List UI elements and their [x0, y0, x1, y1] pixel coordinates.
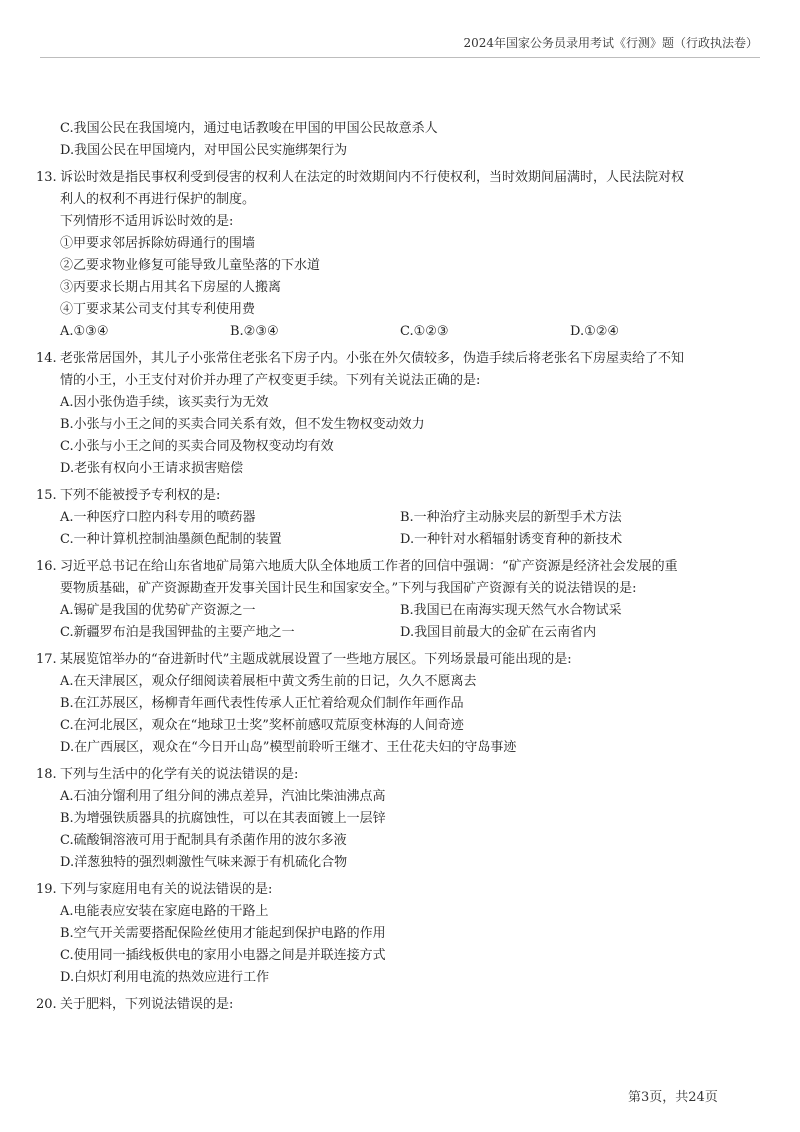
question-18 [36, 764, 766, 874]
question-number: 20. [36, 997, 57, 1012]
question-number: 14. [36, 351, 57, 366]
question-14 [36, 348, 766, 480]
question-13 [36, 167, 766, 343]
question-stem-line: 要物质基础，矿产资源勘查开发事关国计民生和国家安全。”下列与我国矿产资源有关的说法错误的是: [60, 581, 637, 596]
answer-options-row [36, 529, 766, 551]
question-stem-line: 利人的权利不再进行保护的制度。 [60, 192, 256, 207]
page-number: 第3页，共24页 [628, 1090, 718, 1105]
option-c: C.新疆罗布泊是我国钾盐的主要产地之一 [60, 625, 295, 640]
statement-item: ②乙要求物业修复可能导致儿童坠落的下水道 [60, 258, 321, 273]
option-d: D.洋葱独特的强烈刺激性气味来源于有机硫化合物 [60, 855, 348, 870]
answer-options-row [36, 507, 766, 529]
option-a: A.在天津展区，观众仔细阅读着展柜中黄文秀生前的日记，久久不愿离去 [60, 674, 477, 689]
question-number: 13. [36, 170, 57, 185]
statement-item: ①甲要求邻居拆除妨碍通行的围墙 [60, 236, 256, 251]
question-prompt: 下列情形不适用诉讼时效的是: [60, 214, 234, 229]
question-stem-line: 关于肥料，下列说法错误的是: [60, 997, 234, 1012]
question-17 [36, 649, 766, 759]
statement-item: ④丁要求某公司支付其专利使用费 [60, 302, 256, 317]
option-c: C.一种计算机控制油墨颜色配制的装置 [60, 532, 282, 547]
question-stem-line: 下列与生活中的化学有关的说法错误的是: [60, 767, 299, 782]
question-15 [36, 485, 766, 551]
option-d: D.白炽灯利用电流的热效应进行工作 [60, 970, 270, 985]
option-d: D.老张有权向小王请求损害赔偿 [60, 461, 244, 476]
option-d: D.我国目前最大的金矿在云南省内 [400, 625, 597, 640]
option-a: A.因小张伪造手续，该买卖行为无效 [60, 395, 269, 410]
question-number: 18. [36, 767, 57, 782]
question-16 [36, 556, 766, 644]
option-a: A.①③④ [60, 324, 109, 339]
answer-options [36, 321, 766, 343]
option-b: B.一种治疗主动脉夹层的新型手术方法 [400, 510, 622, 525]
option-a: A.电能表应安装在家庭电路的干路上 [60, 904, 269, 919]
option-b: B.小张与小王之间的买卖合同关系有效，但不发生物权变动效力 [60, 417, 425, 432]
header-divider [40, 57, 760, 58]
option-d: D.①②④ [570, 324, 620, 339]
question-number: 17. [36, 652, 57, 667]
option-b: B.在江苏展区，杨柳青年画代表性传承人正忙着给观众们制作年画作品 [60, 696, 464, 711]
question-stem-line: 诉讼时效是指民事权利受到侵害的权利人在法定的时效期间内不行使权利，当时效期间届满时，人民法院对权 [60, 170, 685, 185]
question-stem-line: 某展览馆举办的“奋进新时代”主题成就展设置了一些地方展区。下列场景最可能出现的是: [60, 652, 572, 667]
question-stem-line: 下列与家庭用电有关的说法错误的是: [60, 882, 273, 897]
question-stem-line: 下列不能被授予专利权的是: [60, 488, 221, 503]
option-b: B.空气开关需要搭配保险丝使用才能起到保护电路的作用 [60, 926, 386, 941]
option-c: C.我国公民在我国境内，通过电话教唆在甲国的甲国公民故意杀人 [60, 121, 438, 136]
option-c: C.小张与小王之间的买卖合同及物权变动均有效 [60, 439, 334, 454]
option-c: C.在河北展区，观众在“地球卫士奖”奖杯前感叹荒原变林海的人间奇迹 [60, 718, 464, 733]
page-header: 2024年国家公务员录用考试《行测》题（行政执法卷） [463, 36, 758, 50]
statement-item: ③丙要求长期占用其名下房屋的人搬离 [60, 280, 282, 295]
option-c: C.①②③ [400, 324, 449, 339]
option-d: D.我国公民在甲国境内，对甲国公民实施绑架行为 [60, 143, 348, 158]
option-b: B.我国已在南海实现天然气水合物试采 [400, 603, 622, 618]
option-d: D.一种针对水稻辐射诱变育种的新技术 [400, 532, 623, 547]
question-number: 16. [36, 559, 57, 574]
option-a: A.锡矿是我国的优势矿产资源之一 [60, 603, 256, 618]
answer-options-row [36, 622, 766, 644]
question-number: 15. [36, 488, 57, 503]
question-stem-line: 习近平总书记在给山东省地矿局第六地质大队全体地质工作者的回信中强调：“矿产资源是经济社会发展的重 [60, 559, 678, 574]
answer-options-row [36, 600, 766, 622]
option-a: A.石油分馏利用了组分间的沸点差异，汽油比柴油沸点高 [60, 789, 386, 804]
page-body [36, 118, 766, 1016]
option-d: D.在广西展区，观众在“今日开山岛”模型前聆听王继才、王仕花夫妇的守岛事迹 [60, 740, 517, 755]
question-stem-line: 老张常居国外，其儿子小张常住老张名下房子内。小张在外欠债较多，伪造手续后将老张名下房屋卖给了不知 [60, 351, 685, 366]
question-number: 19. [36, 882, 57, 897]
option-b: B.②③④ [230, 324, 279, 339]
question-12-continued [36, 118, 766, 162]
option-c: C.硫酸铜溶液可用于配制具有杀菌作用的波尔多液 [60, 833, 347, 848]
option-a: A.一种医疗口腔内科专用的喷药器 [60, 510, 256, 525]
question-20 [36, 994, 766, 1016]
question-stem-line: 情的小王，小王支付对价并办理了产权变更手续。下列有关说法正确的是: [60, 373, 481, 388]
option-b: B.为增强铁质器具的抗腐蚀性，可以在其表面镀上一层锌 [60, 811, 386, 826]
question-19 [36, 879, 766, 989]
option-c: C.使用同一插线板供电的家用小电器之间是并联连接方式 [60, 948, 386, 963]
